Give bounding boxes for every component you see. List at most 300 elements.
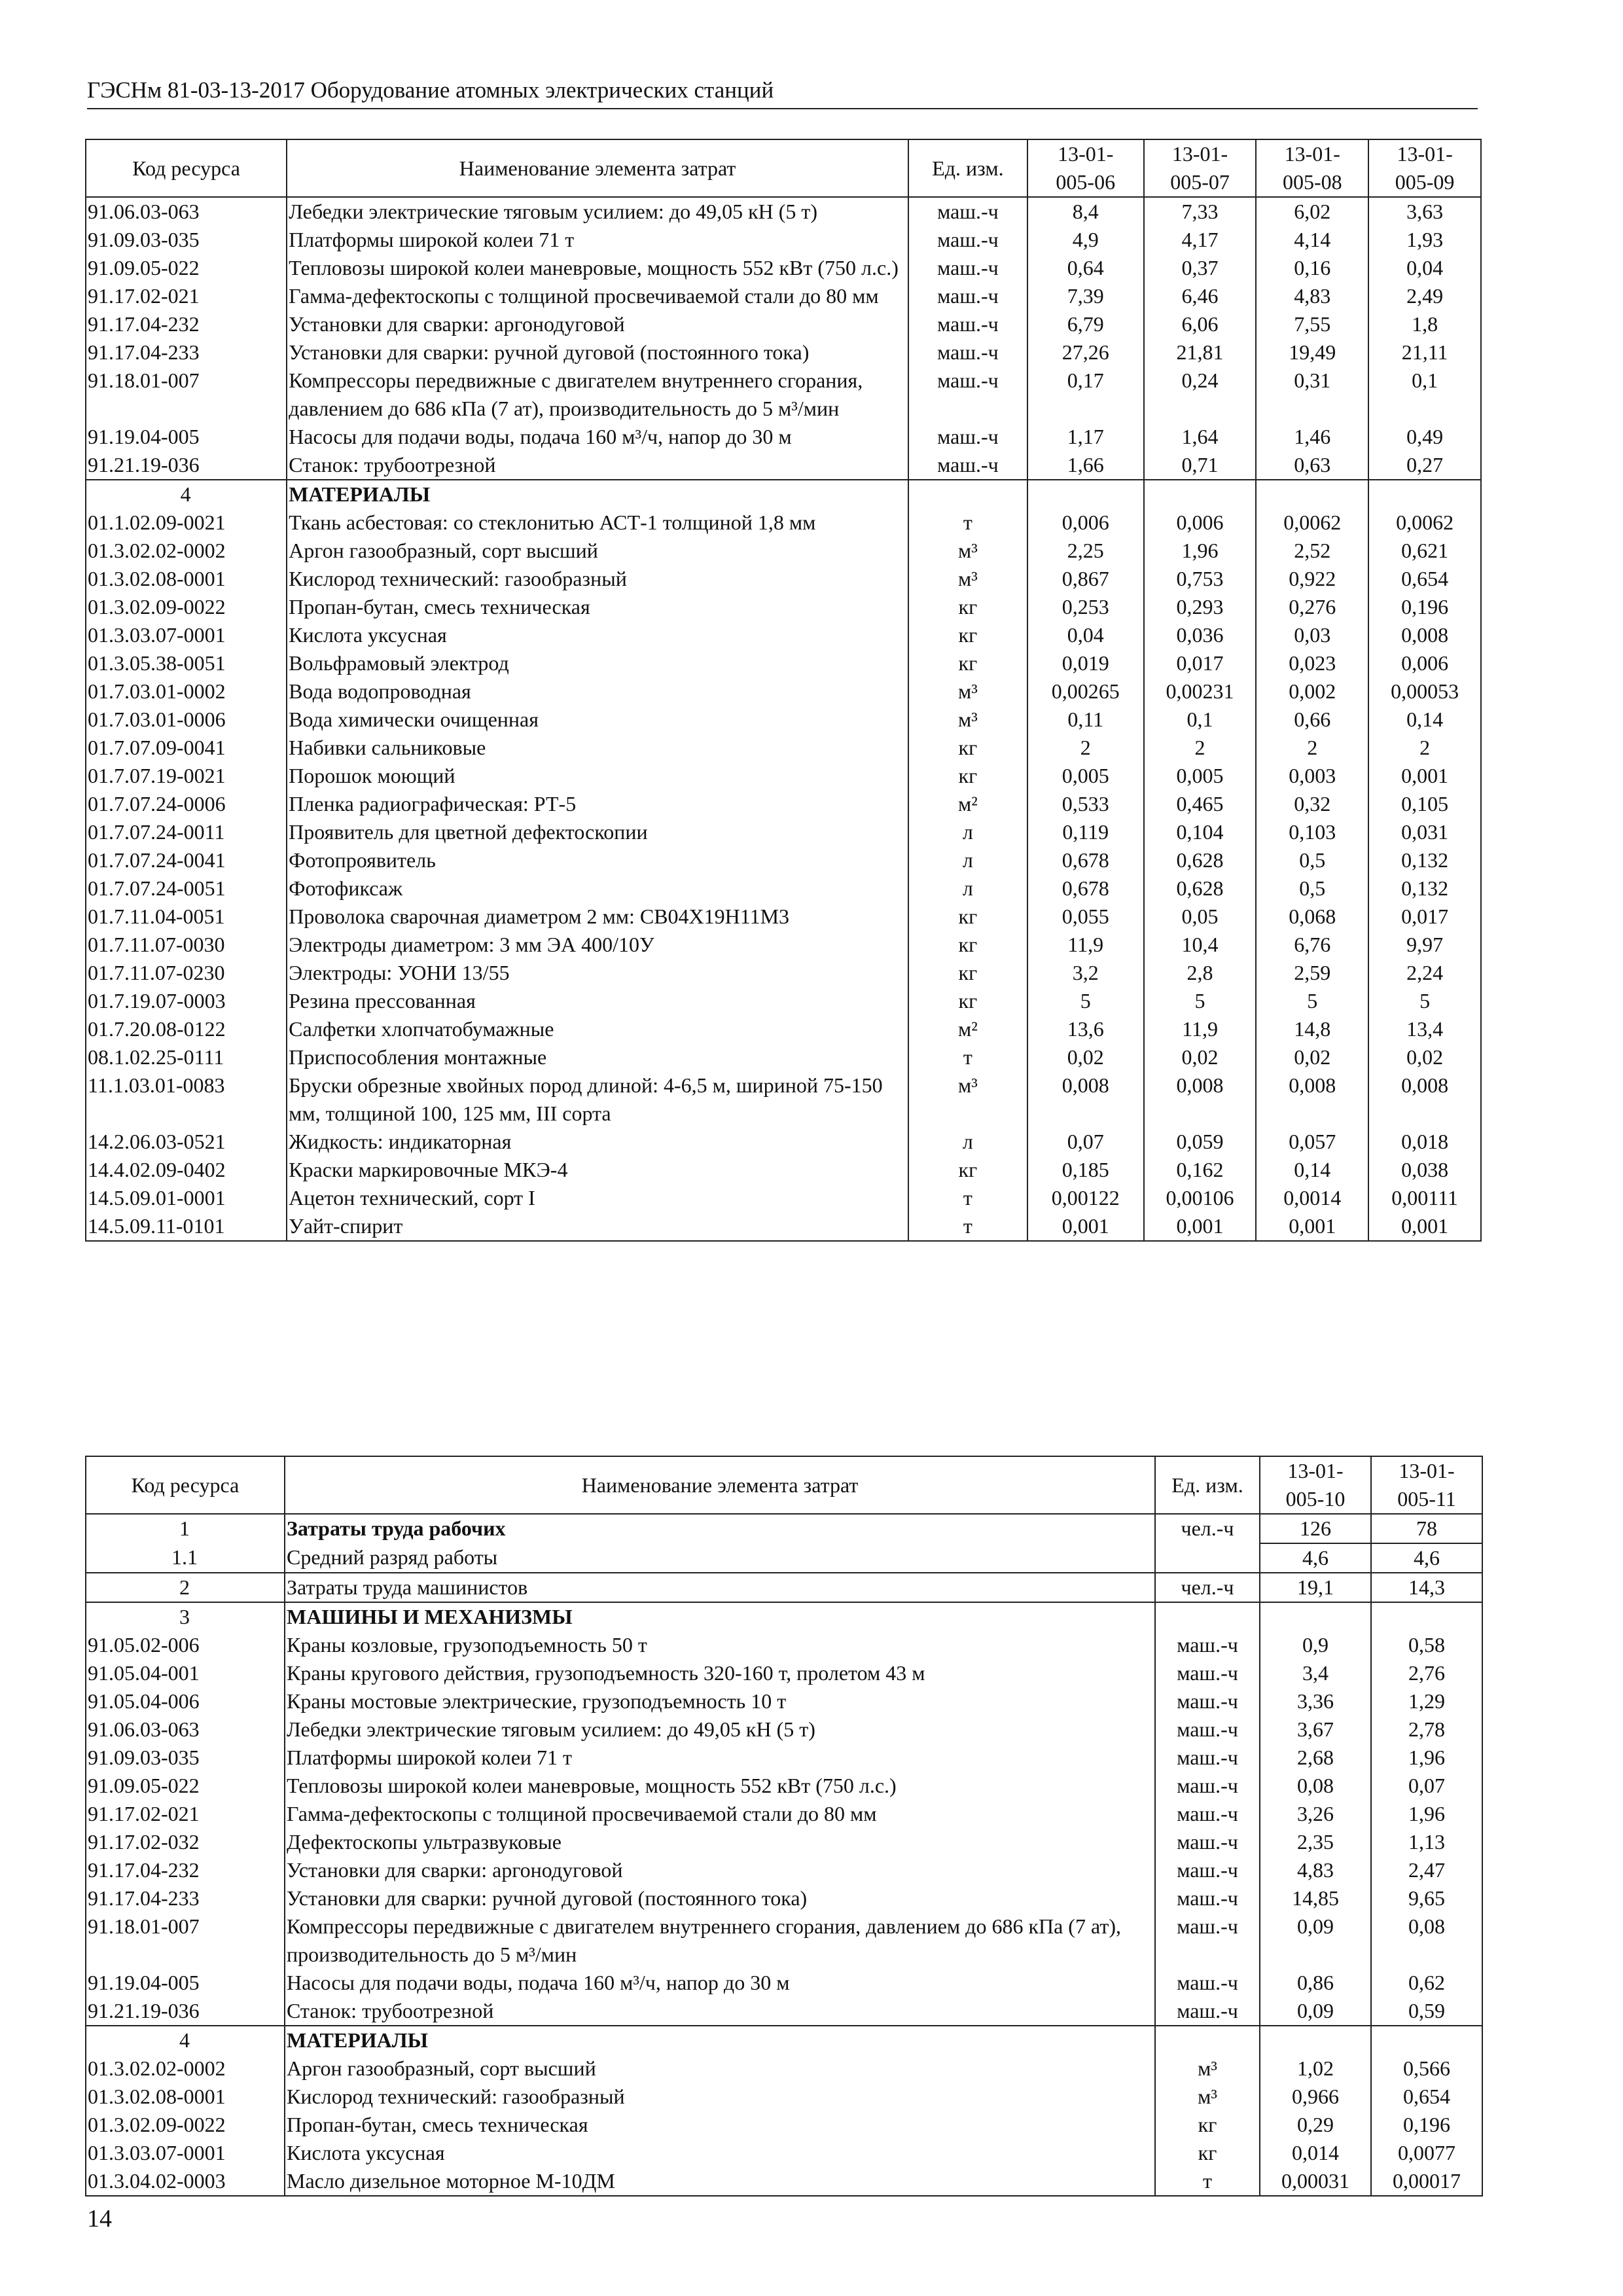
- cost-element-name: Дефектоскопы ультразвуковые: [285, 1828, 1155, 1856]
- value-cell: 0,5: [1256, 874, 1368, 903]
- unit-cell: м³: [1155, 2054, 1260, 2083]
- resource-code: 91.19.04-005: [86, 1969, 285, 1997]
- cost-element-name: Краны мостовые электрические, грузоподъемность 10 т: [285, 1687, 1155, 1715]
- value-cell: 0,014: [1260, 2139, 1371, 2167]
- value-cell: 0,86: [1260, 1969, 1371, 1997]
- resource-code: 01.7.07.09-0041: [86, 734, 287, 762]
- value-cell: 0,105: [1368, 790, 1481, 818]
- value-cell: 0,293: [1144, 593, 1257, 621]
- cost-element-name: Фотофиксаж: [287, 874, 908, 903]
- col-header: Код ресурса: [86, 139, 287, 197]
- table-row: [86, 2167, 1482, 2196]
- value-cell: 2,76: [1371, 1659, 1482, 1687]
- value-cell: 1,02: [1260, 2054, 1371, 2083]
- value-cell: 0,119: [1027, 818, 1144, 846]
- unit-cell: маш.-ч: [908, 197, 1027, 226]
- resource-code: 11.1.03.01-0083: [86, 1071, 287, 1128]
- value-cell: [1260, 2026, 1371, 2054]
- unit-cell: маш.-ч: [1155, 1772, 1260, 1800]
- value-cell: 3,2: [1027, 959, 1144, 987]
- unit-cell: м³: [908, 706, 1027, 734]
- cost-element-name: Проявитель для цветной дефектоскопии: [287, 818, 908, 846]
- value-cell: 9,65: [1371, 1884, 1482, 1912]
- value-cell: 0,66: [1256, 706, 1368, 734]
- table-row: [86, 734, 1481, 762]
- value-cell: 0,621: [1368, 537, 1481, 565]
- resource-code: 14.2.06.03-0521: [86, 1128, 287, 1156]
- value-cell: 0,001: [1144, 1212, 1257, 1241]
- cost-element-name: Кислород технический: газообразный: [287, 565, 908, 593]
- unit-cell: маш.-ч: [908, 451, 1027, 480]
- resource-table-2: [85, 1456, 1483, 2197]
- value-cell: 5: [1144, 987, 1257, 1015]
- cost-element-name: Фотопроявитель: [287, 846, 908, 874]
- table-row: [86, 706, 1481, 734]
- resource-code: 91.17.04-233: [86, 338, 287, 367]
- value-cell: 0,07: [1027, 1128, 1144, 1156]
- value-cell: 19,49: [1256, 338, 1368, 367]
- value-cell: 0,196: [1371, 2111, 1482, 2139]
- resource-code: 01.7.03.01-0006: [86, 706, 287, 734]
- value-cell: 0,0062: [1368, 509, 1481, 537]
- unit-cell: маш.-ч: [1155, 1715, 1260, 1744]
- cost-element-name: Аргон газообразный, сорт высший: [287, 537, 908, 565]
- table-row: [86, 677, 1481, 706]
- unit-cell: маш.-ч: [908, 226, 1027, 254]
- value-cell: 3,4: [1260, 1659, 1371, 1687]
- unit-cell: чел.-ч: [1155, 1573, 1260, 1602]
- value-cell: 0,63: [1256, 451, 1368, 480]
- value-cell: 0,654: [1368, 565, 1481, 593]
- cost-element-name: Кислород технический: газообразный: [285, 2083, 1155, 2111]
- unit-cell: маш.-ч: [908, 423, 1027, 451]
- cost-element-name: Пропан-бутан, смесь техническая: [285, 2111, 1155, 2139]
- value-cell: 0,966: [1260, 2083, 1371, 2111]
- value-cell: 0,008: [1256, 1071, 1368, 1128]
- unit-cell: маш.-ч: [1155, 1969, 1260, 1997]
- value-cell: [1368, 480, 1481, 509]
- table-row: [86, 1212, 1481, 1241]
- value-cell: [1144, 480, 1257, 509]
- value-cell: 1,64: [1144, 423, 1257, 451]
- resource-code: 01.3.03.07-0001: [86, 2139, 285, 2167]
- table-row: [86, 1071, 1481, 1128]
- cost-element-name: Гамма-дефектоскопы с толщиной просвечиваемой стали до 80 мм: [287, 282, 908, 310]
- cost-element-name: МАТЕРИАЛЫ: [285, 2026, 1155, 2054]
- cost-element-name: Лебедки электрические тяговым усилием: до 49,05 кН (5 т): [285, 1715, 1155, 1744]
- cost-element-name: Средний разряд работы: [285, 1543, 1155, 1573]
- section-row: [86, 480, 1481, 509]
- value-cell: 0,533: [1027, 790, 1144, 818]
- table-row: [86, 1744, 1482, 1772]
- cost-element-name: Краны козловые, грузоподъемность 50 т: [285, 1631, 1155, 1659]
- col-header: 13-01- 005-09: [1368, 139, 1481, 197]
- table-row: [86, 874, 1481, 903]
- cost-element-name: Насосы для подачи воды, подача 160 м³/ч, напор до 30 м: [287, 423, 908, 451]
- value-cell: 0,00053: [1368, 677, 1481, 706]
- cost-element-name: Компрессоры передвижные с двигателем внутреннего сгорания, давлением до 686 кПа (7 ат), производительность до 5 м³/мин: [287, 367, 908, 423]
- table-row: [86, 649, 1481, 677]
- value-cell: 21,81: [1144, 338, 1257, 367]
- value-cell: 0,00031: [1260, 2167, 1371, 2196]
- value-cell: 0,00111: [1368, 1184, 1481, 1212]
- unit-cell: маш.-ч: [1155, 1744, 1260, 1772]
- table-row: [86, 1884, 1482, 1912]
- value-cell: 0,031: [1368, 818, 1481, 846]
- value-cell: 0,37: [1144, 254, 1257, 282]
- value-cell: 14,8: [1256, 1015, 1368, 1043]
- table-row: [86, 818, 1481, 846]
- unit-cell: т: [908, 1043, 1027, 1071]
- cost-element-name: Платформы широкой колеи 71 т: [287, 226, 908, 254]
- cost-element-name: Резина прессованная: [287, 987, 908, 1015]
- col-header: Наименование элемента затрат: [287, 139, 908, 197]
- col-header: Ед. изм.: [908, 139, 1027, 197]
- value-cell: 2,78: [1371, 1715, 1482, 1744]
- value-cell: 0,09: [1260, 1997, 1371, 2026]
- col-header: Наименование элемента затрат: [285, 1456, 1155, 1514]
- value-cell: 5: [1256, 987, 1368, 1015]
- resource-code: 01.7.07.24-0006: [86, 790, 287, 818]
- unit-cell: л: [908, 1128, 1027, 1156]
- value-cell: 0,006: [1368, 649, 1481, 677]
- unit-cell: [1155, 2026, 1260, 2054]
- value-cell: 0,922: [1256, 565, 1368, 593]
- unit-cell: т: [908, 1212, 1027, 1241]
- resource-code: 91.09.05-022: [86, 1772, 285, 1800]
- value-cell: 7,33: [1144, 197, 1257, 226]
- value-cell: 1,96: [1371, 1744, 1482, 1772]
- table-row: [86, 1800, 1482, 1828]
- value-cell: 0,14: [1368, 706, 1481, 734]
- table-row: [86, 2083, 1482, 2111]
- table-row: [86, 1184, 1481, 1212]
- resource-code: 01.3.02.08-0001: [86, 2083, 285, 2111]
- resource-code: 1.1: [86, 1543, 285, 1573]
- unit-cell: маш.-ч: [908, 254, 1027, 282]
- value-cell: 1,96: [1371, 1800, 1482, 1828]
- table-row: [86, 790, 1481, 818]
- table-row: [86, 226, 1481, 254]
- cost-element-name: Порошок моющий: [287, 762, 908, 790]
- resource-code: 91.17.02-032: [86, 1828, 285, 1856]
- table-row: [86, 1828, 1482, 1856]
- resource-code: 3: [86, 1602, 285, 1631]
- cost-element-name: Компрессоры передвижные с двигателем внутреннего сгорания, давлением до 686 кПа (7 ат), производительность до 5 м³/мин: [285, 1912, 1155, 1969]
- table-body: [86, 197, 1481, 1241]
- value-cell: 0,00265: [1027, 677, 1144, 706]
- value-cell: 0,465: [1144, 790, 1257, 818]
- value-cell: 0,132: [1368, 846, 1481, 874]
- cost-element-name: Ткань асбестовая: со стеклонитью АСТ-1 толщиной 1,8 мм: [287, 509, 908, 537]
- resource-code: 91.21.19-036: [86, 451, 287, 480]
- value-cell: 0,9: [1260, 1631, 1371, 1659]
- resource-code: 01.7.19.07-0003: [86, 987, 287, 1015]
- unit-cell: м³: [908, 537, 1027, 565]
- unit-cell: [908, 480, 1027, 509]
- value-cell: 2,52: [1256, 537, 1368, 565]
- value-cell: 4,6: [1371, 1543, 1482, 1573]
- value-cell: 2: [1144, 734, 1257, 762]
- value-cell: [1371, 1602, 1482, 1631]
- cost-element-name: Платформы широкой колеи 71 т: [285, 1744, 1155, 1772]
- value-cell: 0,04: [1027, 621, 1144, 649]
- value-cell: 4,14: [1256, 226, 1368, 254]
- value-cell: 0,71: [1144, 451, 1257, 480]
- value-cell: 0,03: [1256, 621, 1368, 649]
- value-cell: 0,62: [1371, 1969, 1482, 1997]
- table-row: [86, 846, 1481, 874]
- unit-cell: маш.-ч: [908, 338, 1027, 367]
- unit-cell: кг: [908, 903, 1027, 931]
- unit-cell: маш.-ч: [1155, 1631, 1260, 1659]
- unit-cell: маш.-ч: [1155, 1997, 1260, 2026]
- resource-code: 1: [86, 1514, 285, 1543]
- table-row: [86, 1631, 1482, 1659]
- resource-code: 01.3.02.08-0001: [86, 565, 287, 593]
- resource-code: 01.7.07.24-0051: [86, 874, 287, 903]
- unit-cell: маш.-ч: [1155, 1856, 1260, 1884]
- unit-cell: маш.-ч: [1155, 1884, 1260, 1912]
- value-cell: 0,0077: [1371, 2139, 1482, 2167]
- unit-cell: маш.-ч: [908, 282, 1027, 310]
- cost-element-name: Уайт-спирит: [287, 1212, 908, 1241]
- header-rule: [87, 108, 1478, 109]
- cost-element-name: Лебедки электрические тяговым усилием: до 49,05 кН (5 т): [287, 197, 908, 226]
- resource-code: 91.06.03-063: [86, 197, 287, 226]
- resource-code: 91.05.04-006: [86, 1687, 285, 1715]
- value-cell: 10,4: [1144, 931, 1257, 959]
- value-cell: 0,02: [1368, 1043, 1481, 1071]
- cost-element-name: Ацетон технический, сорт I: [287, 1184, 908, 1212]
- unit-cell: маш.-ч: [1155, 1659, 1260, 1687]
- value-cell: 27,26: [1027, 338, 1144, 367]
- value-cell: 2,24: [1368, 959, 1481, 987]
- resource-code: 14.5.09.01-0001: [86, 1184, 287, 1212]
- value-cell: [1256, 480, 1368, 509]
- resource-code: 01.3.04.02-0003: [86, 2167, 285, 2196]
- value-cell: 2: [1368, 734, 1481, 762]
- resource-code: 91.21.19-036: [86, 1997, 285, 2026]
- col-header: 13-01- 005-07: [1144, 139, 1257, 197]
- value-cell: 126: [1260, 1514, 1371, 1543]
- value-cell: 8,4: [1027, 197, 1144, 226]
- resource-code: 01.3.02.02-0002: [86, 2054, 285, 2083]
- value-cell: 6,79: [1027, 310, 1144, 338]
- resource-code: 91.09.03-035: [86, 1744, 285, 1772]
- value-cell: 0,04: [1368, 254, 1481, 282]
- resource-code: 14.5.09.11-0101: [86, 1212, 287, 1241]
- unit-cell: кг: [908, 987, 1027, 1015]
- value-cell: 0,00017: [1371, 2167, 1482, 2196]
- unit-cell: маш.-ч: [1155, 1828, 1260, 1856]
- section-row: [86, 2026, 1482, 2054]
- table-row: [86, 1514, 1482, 1543]
- table-row: [86, 2139, 1482, 2167]
- unit-cell: м³: [908, 565, 1027, 593]
- cost-element-name: Набивки сальниковые: [287, 734, 908, 762]
- value-cell: 21,11: [1368, 338, 1481, 367]
- value-cell: 0,07: [1371, 1772, 1482, 1800]
- value-cell: 1,13: [1371, 1828, 1482, 1856]
- value-cell: 0,02: [1027, 1043, 1144, 1071]
- value-cell: 0,753: [1144, 565, 1257, 593]
- resource-code: 14.4.02.09-0402: [86, 1156, 287, 1184]
- value-cell: 0,00122: [1027, 1184, 1144, 1212]
- unit-cell: [1155, 1543, 1260, 1573]
- table-row: [86, 537, 1481, 565]
- cost-element-name: Пленка радиографическая: РТ-5: [287, 790, 908, 818]
- value-cell: 19,1: [1260, 1573, 1371, 1602]
- unit-cell: кг: [908, 734, 1027, 762]
- value-cell: 3,36: [1260, 1687, 1371, 1715]
- cost-element-name: Вода водопроводная: [287, 677, 908, 706]
- value-cell: 0,008: [1144, 1071, 1257, 1128]
- unit-cell: кг: [1155, 2111, 1260, 2139]
- value-cell: 0,038: [1368, 1156, 1481, 1184]
- value-cell: 2,25: [1027, 537, 1144, 565]
- cost-element-name: Масло дизельное моторное М-10ДМ: [285, 2167, 1155, 2196]
- col-header: 13-01- 005-11: [1371, 1456, 1482, 1514]
- value-cell: 0,068: [1256, 903, 1368, 931]
- value-cell: 4,83: [1260, 1856, 1371, 1884]
- cost-element-name: МАТЕРИАЛЫ: [287, 480, 908, 509]
- resource-code: 91.19.04-005: [86, 423, 287, 451]
- col-header: 13-01- 005-06: [1027, 139, 1144, 197]
- cost-element-name: Электроды: УОНИ 13/55: [287, 959, 908, 987]
- table-row: [86, 254, 1481, 282]
- value-cell: [1260, 1602, 1371, 1631]
- table-row: [86, 1997, 1482, 2026]
- unit-cell: л: [908, 874, 1027, 903]
- table-row: [86, 2111, 1482, 2139]
- table-row: [86, 1715, 1482, 1744]
- table-row: [86, 959, 1481, 987]
- value-cell: 0,253: [1027, 593, 1144, 621]
- cost-element-name: Станок: трубоотрезной: [287, 451, 908, 480]
- table-row: [86, 621, 1481, 649]
- value-cell: 0,02: [1144, 1043, 1257, 1071]
- value-cell: 0,057: [1256, 1128, 1368, 1156]
- value-cell: 0,019: [1027, 649, 1144, 677]
- table-row: [86, 197, 1481, 226]
- cost-element-name: Кислота уксусная: [287, 621, 908, 649]
- unit-cell: л: [908, 846, 1027, 874]
- value-cell: 0,628: [1144, 846, 1257, 874]
- value-cell: 0,64: [1027, 254, 1144, 282]
- value-cell: 0,003: [1256, 762, 1368, 790]
- value-cell: 0,1: [1144, 706, 1257, 734]
- value-cell: 0,103: [1256, 818, 1368, 846]
- cost-element-name: Станок: трубоотрезной: [285, 1997, 1155, 2026]
- value-cell: 1,66: [1027, 451, 1144, 480]
- value-cell: 0,08: [1371, 1912, 1482, 1969]
- table-row: [86, 1772, 1482, 1800]
- cost-element-name: Краски маркировочные МКЭ-4: [287, 1156, 908, 1184]
- resource-code: 01.7.07.24-0041: [86, 846, 287, 874]
- resource-table-1: [85, 139, 1482, 1242]
- value-cell: 0,162: [1144, 1156, 1257, 1184]
- resource-code: 91.17.04-233: [86, 1884, 285, 1912]
- col-header: 13-01- 005-10: [1260, 1456, 1371, 1514]
- table-row: [86, 1043, 1481, 1071]
- value-cell: 0,001: [1027, 1212, 1144, 1241]
- resource-code: 01.3.02.09-0022: [86, 2111, 285, 2139]
- value-cell: 0,654: [1371, 2083, 1482, 2111]
- cost-element-name: Краны кругового действия, грузоподъемность 320-160 т, пролетом 43 м: [285, 1659, 1155, 1687]
- table-row: [86, 310, 1481, 338]
- value-cell: 0,678: [1027, 874, 1144, 903]
- table-row: [86, 2054, 1482, 2083]
- resource-code: 01.7.07.24-0011: [86, 818, 287, 846]
- value-cell: 0,59: [1371, 1997, 1482, 2026]
- table-row: [86, 1856, 1482, 1884]
- value-cell: 0,24: [1144, 367, 1257, 423]
- table-body: [86, 1514, 1482, 2196]
- resource-code: 01.7.03.01-0002: [86, 677, 287, 706]
- unit-cell: м³: [1155, 2083, 1260, 2111]
- value-cell: 1,96: [1144, 537, 1257, 565]
- resource-code: 91.06.03-063: [86, 1715, 285, 1744]
- value-cell: 0,678: [1027, 846, 1144, 874]
- resource-code: 91.09.05-022: [86, 254, 287, 282]
- value-cell: 0,16: [1256, 254, 1368, 282]
- value-cell: 4,17: [1144, 226, 1257, 254]
- resource-code: 4: [86, 2026, 285, 2054]
- value-cell: 0,017: [1144, 649, 1257, 677]
- value-cell: 4,6: [1260, 1543, 1371, 1573]
- resource-code: 91.17.04-232: [86, 310, 287, 338]
- resource-code: 08.1.02.25-0111: [86, 1043, 287, 1071]
- unit-cell: м²: [908, 1015, 1027, 1043]
- table-header-row: [86, 139, 1481, 197]
- cost-element-name: Проволока сварочная диаметром 2 мм: СВ04Х19Н11М3: [287, 903, 908, 931]
- value-cell: 0,001: [1256, 1212, 1368, 1241]
- value-cell: 9,97: [1368, 931, 1481, 959]
- value-cell: 2,47: [1371, 1856, 1482, 1884]
- value-cell: 0,628: [1144, 874, 1257, 903]
- value-cell: 2,59: [1256, 959, 1368, 987]
- col-header: Код ресурса: [86, 1456, 285, 1514]
- unit-cell: т: [908, 1184, 1027, 1212]
- value-cell: 4,9: [1027, 226, 1144, 254]
- value-cell: 5: [1368, 987, 1481, 1015]
- value-cell: 0,001: [1368, 1212, 1481, 1241]
- value-cell: 4,83: [1256, 282, 1368, 310]
- value-cell: 0,566: [1371, 2054, 1482, 2083]
- resource-code: 91.18.01-007: [86, 367, 287, 423]
- cost-element-name: Аргон газообразный, сорт высший: [285, 2054, 1155, 2083]
- cost-element-name: Жидкость: индикаторная: [287, 1128, 908, 1156]
- table-row: [86, 762, 1481, 790]
- table-row: [86, 509, 1481, 537]
- unit-cell: л: [908, 818, 1027, 846]
- cost-element-name: Пропан-бутан, смесь техническая: [287, 593, 908, 621]
- unit-cell: кг: [1155, 2139, 1260, 2167]
- resource-code: 91.17.02-021: [86, 1800, 285, 1828]
- unit-cell: маш.-ч: [908, 367, 1027, 423]
- value-cell: 0,0014: [1256, 1184, 1368, 1212]
- value-cell: 0,00106: [1144, 1184, 1257, 1212]
- value-cell: 0,036: [1144, 621, 1257, 649]
- value-cell: 0,276: [1256, 593, 1368, 621]
- value-cell: 2,49: [1368, 282, 1481, 310]
- table-row: [86, 1659, 1482, 1687]
- value-cell: 1,29: [1371, 1687, 1482, 1715]
- resource-code: 01.7.07.19-0021: [86, 762, 287, 790]
- value-cell: 3,26: [1260, 1800, 1371, 1828]
- value-cell: 6,02: [1256, 197, 1368, 226]
